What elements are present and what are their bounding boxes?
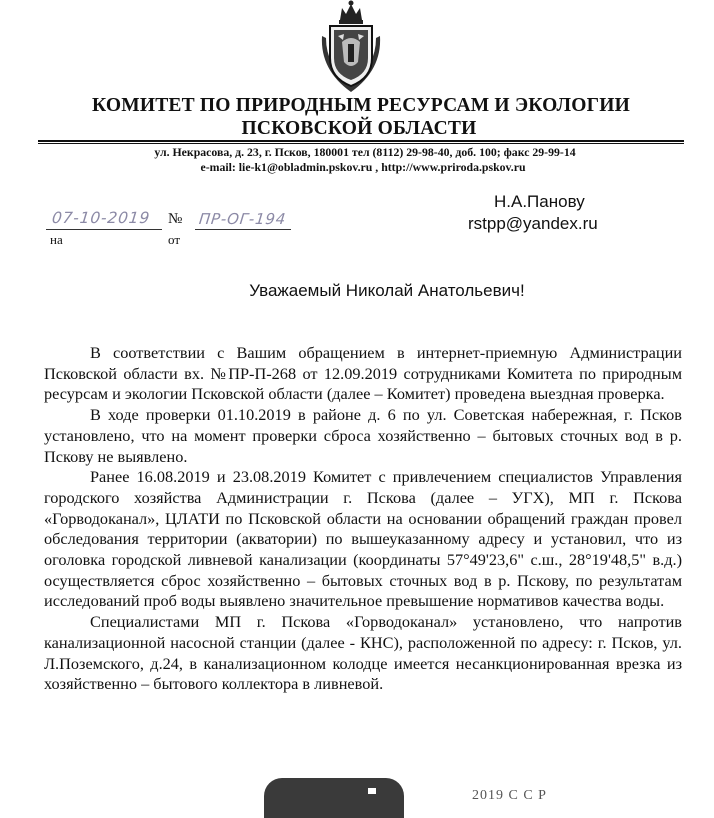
- coat-of-arms-emblem: [318, 0, 384, 94]
- paragraph: В соответствии с Вашим обращением в интернет-приемную Администрации Псковской области вх. №ПР-П-268 от 12.09.2019 сотрудниками Комитета по природным ресурсам и экологии Псковской области (далее – Комитет) проведена выездная проверка.: [44, 343, 682, 404]
- label-ot: от: [168, 232, 181, 247]
- address-line: ул. Некрасова, д. 23, г. Псков, 180001 тел (8112) 29-98-40, доб. 100; факс 29-99-14: [154, 145, 576, 159]
- date-underline: [46, 229, 162, 230]
- cut-off-footer-text: 2019 С С Р: [472, 788, 547, 803]
- label-na: на: [50, 232, 63, 247]
- letterhead-divider-thick: [38, 140, 684, 142]
- number-sign: №: [168, 211, 183, 227]
- handwritten-date: 07-10-2019: [51, 209, 152, 227]
- paragraph: Специалистами МП г. Пскова «Горводоканал» установлено, что напротив канализационной насосной станции (далее - КНС), расположенной по адресу: г. Псков, ул. Л.Поземского, д.24, в канализационном колодце имеется несанкционированная врезка из хозяйственно – бытового коллектора в ливневой.: [44, 612, 682, 694]
- overlay-tab-mark: [368, 788, 376, 794]
- overlay-tab: [264, 778, 404, 818]
- letterhead-divider-thin: [38, 143, 684, 144]
- number-underline: [195, 229, 291, 230]
- organization-name-line2: ПСКОВСКОЙ ОБЛАСТИ: [241, 118, 477, 139]
- recipient-name: Н.А.Панову: [494, 192, 585, 211]
- paragraph: В ходе проверки 01.10.2019 в районе д. 6 по ул. Советская набережная, г. Псков установлено, что на момент проверки сброса хозяйственно – бытовых сточных вод в р. Пскову не выявлено.: [44, 405, 682, 466]
- greeting: Уважаемый Николай Анатольевич!: [249, 281, 525, 300]
- organization-name-line1: КОМИТЕТ ПО ПРИРОДНЫМ РЕСУРСАМ И ЭКОЛОГИИ: [92, 95, 630, 116]
- recipient-email: rstpp@yandex.ru: [468, 214, 598, 233]
- letter-body: [44, 343, 682, 695]
- handwritten-number: ПР-ОГ-194: [198, 210, 288, 228]
- email-line: e-mail: lie-k1@obladmin.pskov.ru , http://www.priroda.pskov.ru: [200, 160, 526, 174]
- paragraph: Ранее 16.08.2019 и 23.08.2019 Комитет с привлечением специалистов Управления городского хозяйства Администрации г. Пскова (далее – УГХ), МП г. Пскова «Горводоканал», ЦЛАТИ по Псковской области на основании обращений граждан провел обследования территории (акватории) по вышеуказанному адресу и установил, что из оголовка городской ливневой канализации (координаты 57°49'23,6" с.ш., 28°19'48,5" в.д.) осуществляется сброс хозяйственно – бытовых сточных вод в р. Пскову, по результатам исследований проб воды выявлено значительное превышение нормативов качества воды.: [44, 467, 682, 611]
